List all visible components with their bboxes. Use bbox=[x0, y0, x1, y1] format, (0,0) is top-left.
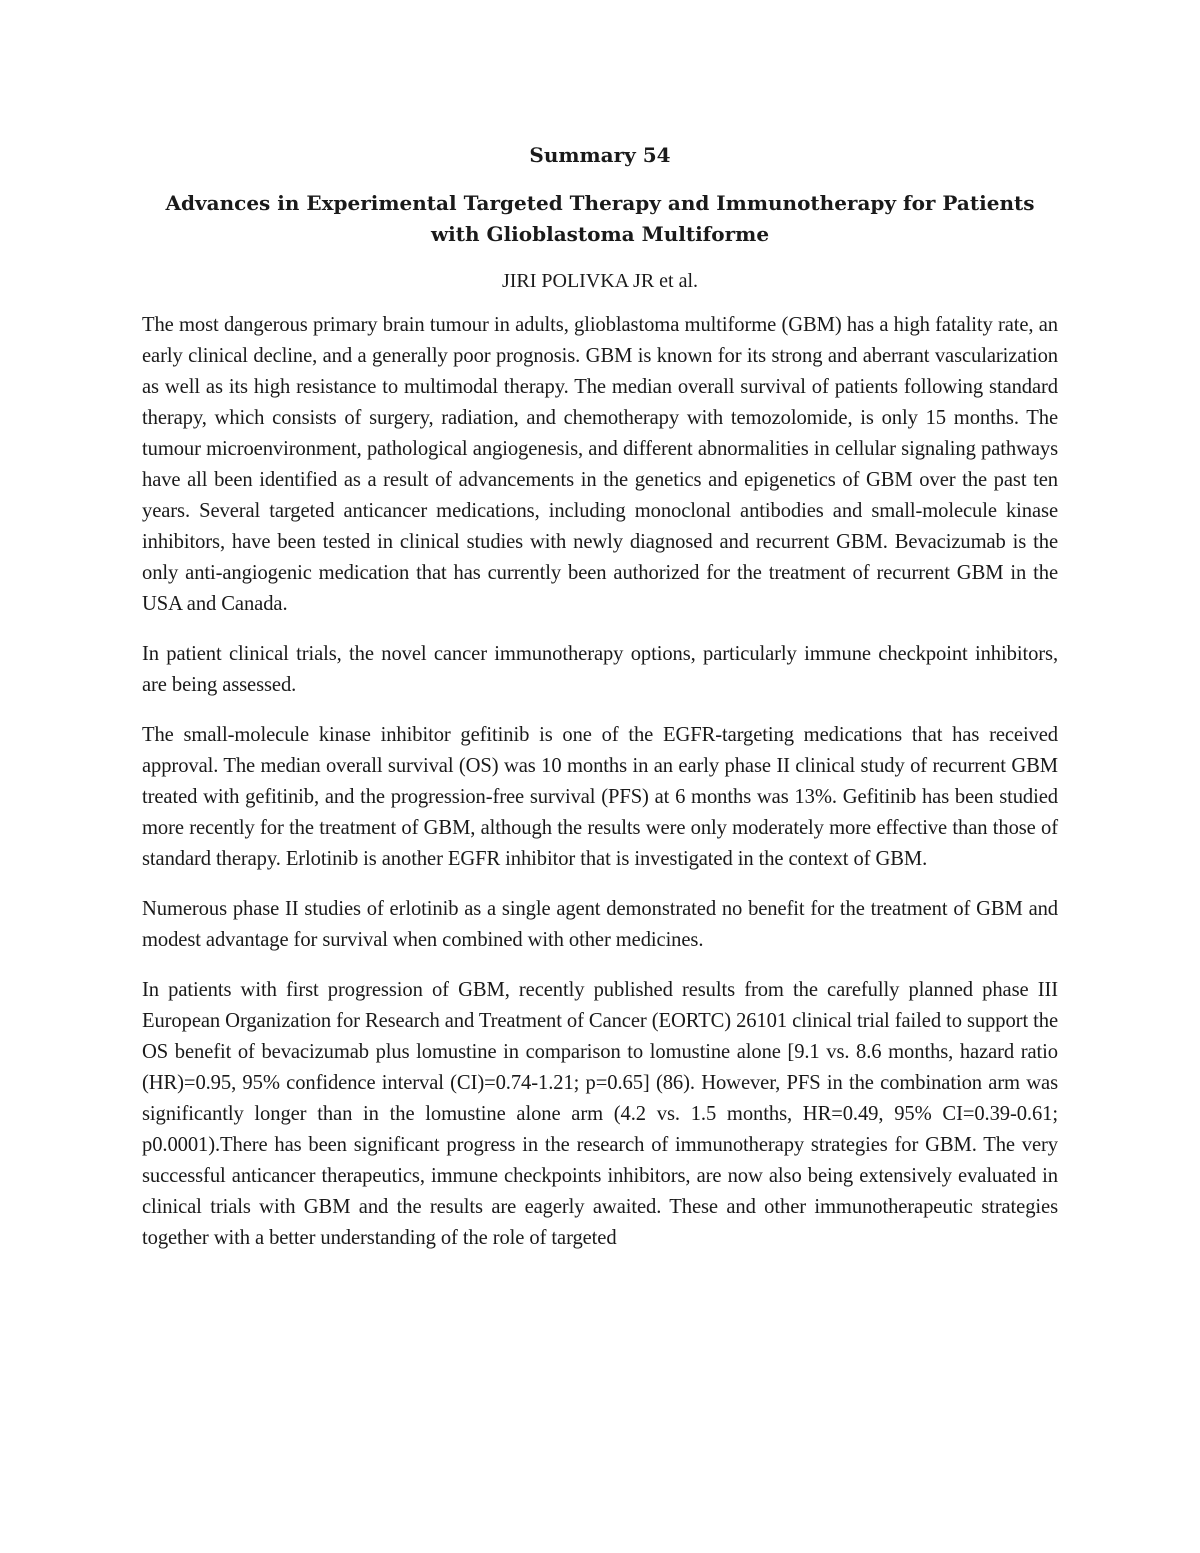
paragraph-immunotherapy: In patient clinical trials, the novel cancer immunotherapy options, particularly immune checkpoint inhibitors, are being assessed. bbox=[142, 643, 1058, 696]
document-body bbox=[142, 140, 1058, 1273]
authors-line: JIRI POLIVKA JR et al. bbox=[501, 270, 699, 292]
summary-label: Summary 54 bbox=[529, 143, 671, 167]
paragraph-intro: The most dangerous primary brain tumour in adults, glioblastoma multiforme (GBM) has a high fatality rate, an early clinical decline, and a generally poor prognosis. GBM is known for its strong and aberrant vascularization as well as its high resistance to multimodal therapy. The median overall survival of patients following standard therapy, which consists of surgery, radiation, and chemotherapy with temozolomide, is only 15 months. The tumour microenvironment, pathological angiogenesis, and different abnormalities in cellular signaling pathways have all been identified as a result of advancements in the genetics and epigenetics of GBM over the past ten years. Several targeted anticancer medications, including monoclonal antibodies and small-molecule kinase inhibitors, have been tested in clinical studies with newly diagnosed and recurrent GBM. Bevacizumab is the only anti-angiogenic medication that has currently been authorized for the treatment of recurrent GBM in the USA and Canada. bbox=[142, 314, 1058, 615]
document-title: Advances in Experimental Targeted Therapy and Immunotherapy for Patients with Glioblastoma Multiforme bbox=[165, 191, 1035, 246]
paragraph-erlotinib: Numerous phase II studies of erlotinib as a single agent demonstrated no benefit for the treatment of GBM and modest advantage for survival when combined with other medicines. bbox=[142, 898, 1058, 951]
paragraph-eortc-trial: In patients with first progression of GBM, recently published results from the carefully planned phase III European Organization for Research and Treatment of Cancer (EORTC) 26101 clinical trial failed to support the OS benefit of bevacizumab plus lomustine in comparison to lomustine alone [9.1 vs. 8.6 months, hazard ratio (HR)=0.95, 95% confidence interval (CI)=0.74-1.21; p=0.65] (86). However, PFS in the combination arm was significantly longer than in the lomustine alone arm (4.2 vs. 1.5 months, HR=0.49, 95% CI=0.39-0.61; p0.0001).There has been significant progress in the research of immunotherapy strategies for GBM. The very successful anticancer therapeutics, immune checkpoints inhibitors, are now also being extensively evaluated in clinical trials with GBM and the results are eagerly awaited. These and other immunotherapeutic strategies together with a better understanding of the role of targeted bbox=[142, 979, 1058, 1249]
paragraph-gefitinib: The small-molecule kinase inhibitor gefitinib is one of the EGFR-targeting medications that has received approval. The median overall survival (OS) was 10 months in an early phase II clinical study of recurrent GBM treated with gefitinib, and the progression-free survival (PFS) at 6 months was 13%. Gefitinib has been studied more recently for the treatment of GBM, although the results were only moderately more effective than those of standard therapy. Erlotinib is another EGFR inhibitor that is investigated in the context of GBM. bbox=[142, 724, 1058, 870]
